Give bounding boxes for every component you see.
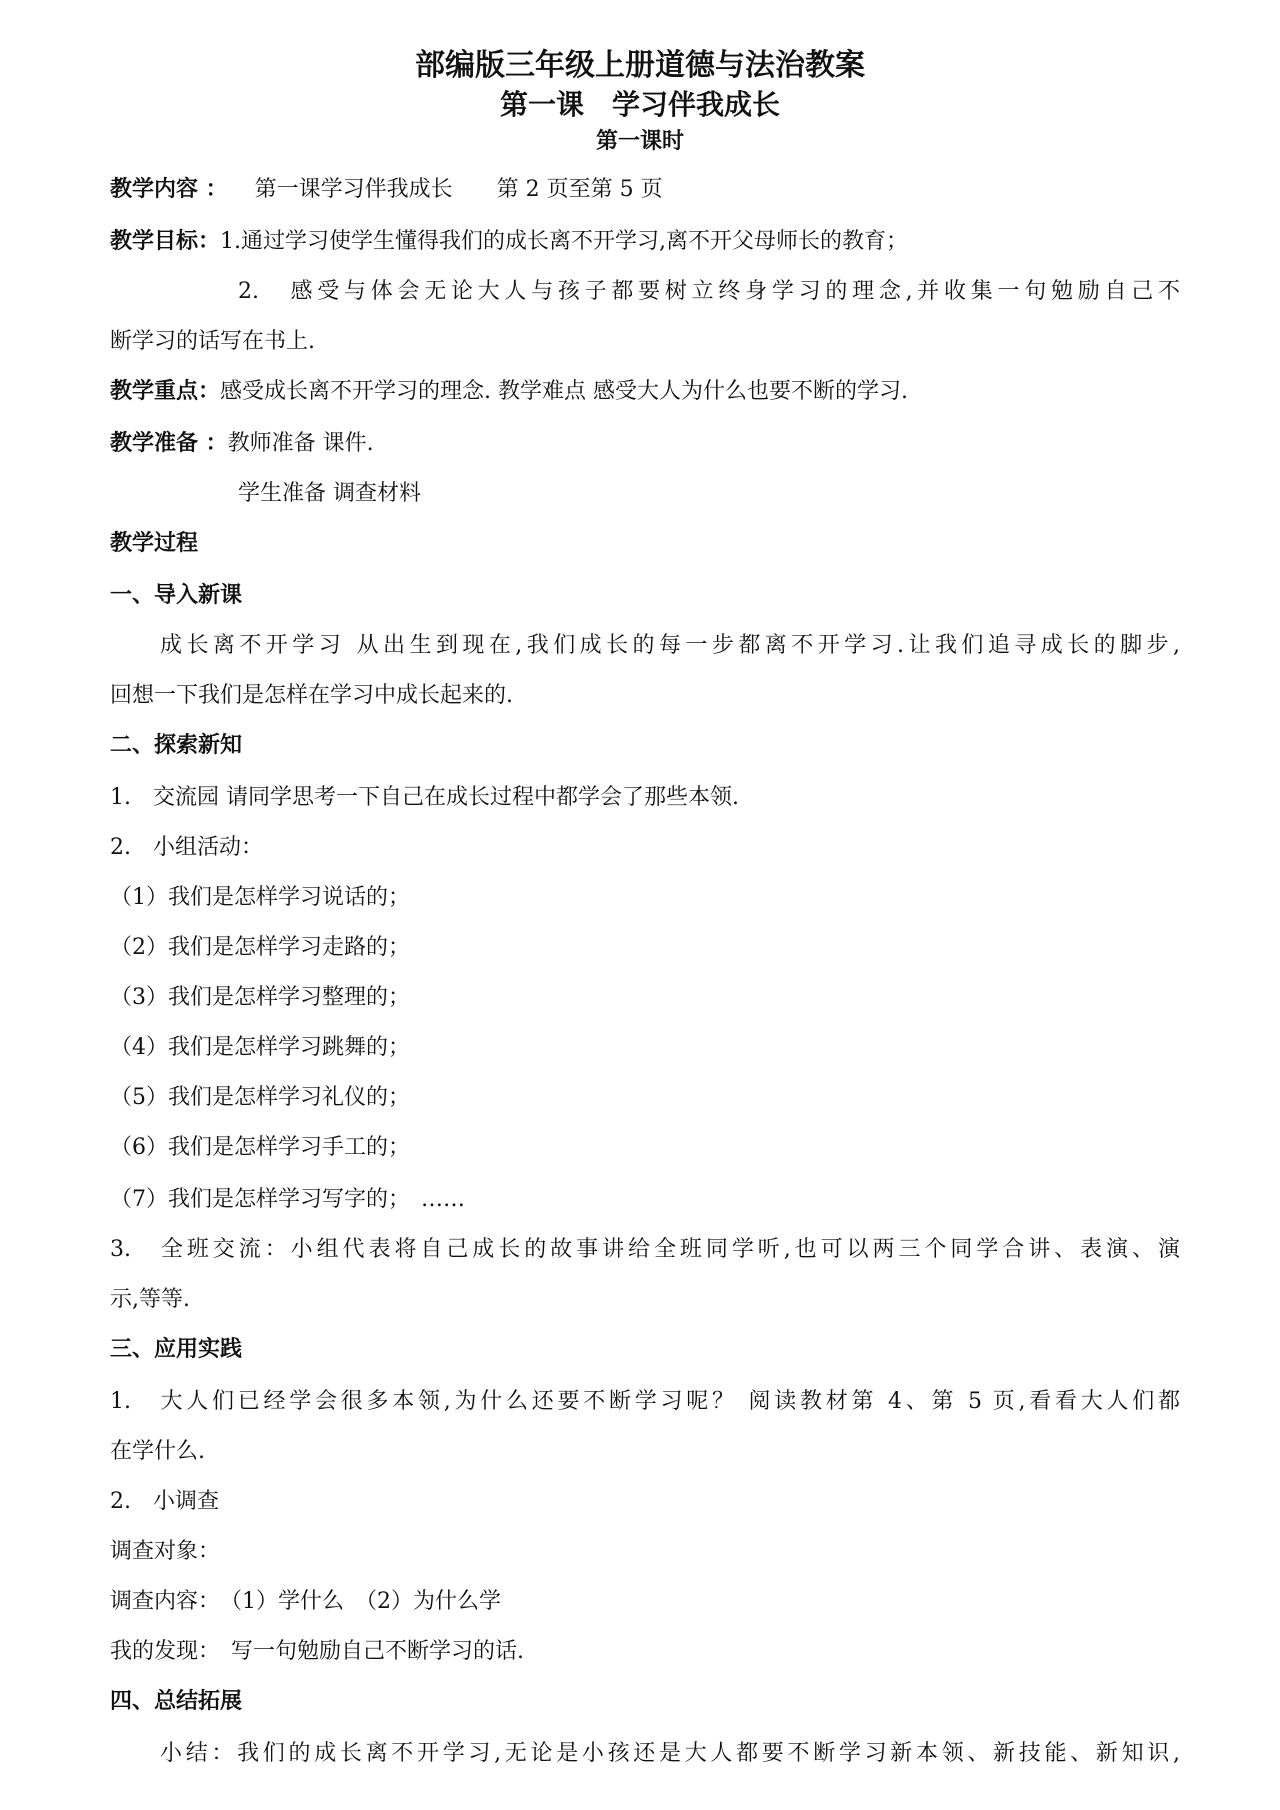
teaching-key-row — [110, 374, 1180, 410]
section-3-item-1b: 在学什么. — [110, 1439, 205, 1464]
activity-list-item: （1）我们是怎样学习说话的； — [110, 885, 410, 910]
teaching-prep-student: 学生准备 调查材料 — [238, 481, 421, 506]
teaching-goal-label: 教学目标： — [110, 229, 221, 254]
section-3-item-2: 2. 小调查 — [110, 1489, 219, 1514]
activity-list-item: （3）我们是怎样学习整理的； — [110, 985, 410, 1010]
section-1-paragraph-1: 成长离不开学习 从出生到现在,我们成长的每一步都离不开学习.让我们追寻成长的脚步, — [160, 633, 1180, 658]
period-title: 第一课时 — [595, 129, 684, 154]
process-heading: 教学过程 — [110, 531, 199, 556]
teaching-content-value: 第一课学习伴我成长 第 2 页至第 5 页 — [254, 177, 663, 202]
document-title: 部编版三年级上册道德与法治教案 — [415, 48, 865, 83]
section-2-item-3b: 示,等等. — [110, 1287, 190, 1312]
teaching-content-label: 教学内容 ： — [110, 177, 228, 202]
section-1-heading: 一、导入新课 — [110, 583, 243, 608]
survey-content: 调查内容： （1）学什么 （2）为什么学 — [110, 1589, 501, 1614]
section-4-paragraph-1: 小结：我们的成长离不开学习,无论是小孩还是大人都要不断学习新本领、新技能、新知识, — [160, 1741, 1180, 1766]
teaching-key-label: 教学重点： — [110, 379, 221, 404]
activity-list-item: （7）我们是怎样学习写字的； …… — [110, 1187, 465, 1212]
activity-list-item: （2）我们是怎样学习走路的； — [110, 935, 410, 960]
teaching-prep-label: 教学准备 ： — [110, 431, 228, 456]
activity-list-item: （4）我们是怎样学习跳舞的； — [110, 1035, 410, 1060]
teaching-goal-1: 1.通过学习使学生懂得我们的成长离不开学习,离不开父母师长的教育； — [220, 229, 909, 254]
teaching-key-value: 感受成长离不开学习的理念. 教学难点 感受大人为什么也要不断的学习. — [220, 379, 908, 404]
teaching-content-row — [110, 172, 1180, 208]
section-2-heading: 二、探索新知 — [110, 733, 243, 758]
section-3-heading: 三、应用实践 — [110, 1337, 243, 1362]
section-4-heading: 四、总结拓展 — [110, 1689, 243, 1714]
section-1-paragraph-2: 回想一下我们是怎样在学习中成长起来的. — [110, 683, 513, 708]
teaching-prep-row — [110, 426, 1180, 462]
teaching-prep-teacher: 教师准备 课件. — [227, 431, 374, 456]
lesson-title: 第一课 学习伴我成长 — [499, 88, 780, 121]
survey-target: 调查对象： — [110, 1539, 221, 1564]
teaching-goal-row — [110, 224, 1180, 260]
teaching-goal-2a: 2. 感受与体会无论大人与孩子都要树立终身学习的理念,并收集一句勉励自己不 — [238, 279, 1180, 304]
section-3-item-1a: 1. 大人们已经学会很多本领,为什么还要不断学习呢？ 阅读教材第 4、第 5 页,看看大人们都 — [110, 1389, 1180, 1414]
activity-list-item: （5）我们是怎样学习礼仪的； — [110, 1085, 410, 1110]
section-2-item-2: 2. 小组活动： — [110, 835, 263, 860]
section-2-item-1: 1. 交流园 请同学思考一下自己在成长过程中都学会了那些本领. — [110, 785, 739, 810]
section-2-item-3a: 3. 全班交流：小组代表将自己成长的故事讲给全班同学听,也可以两三个同学合讲、表演、演 — [110, 1237, 1180, 1262]
survey-finding: 我的发现： 写一句勉励自己不断学习的话. — [110, 1639, 524, 1664]
activity-list-item: （6）我们是怎样学习手工的； — [110, 1135, 410, 1160]
teaching-goal-2b: 断学习的话写在书上. — [110, 329, 315, 354]
